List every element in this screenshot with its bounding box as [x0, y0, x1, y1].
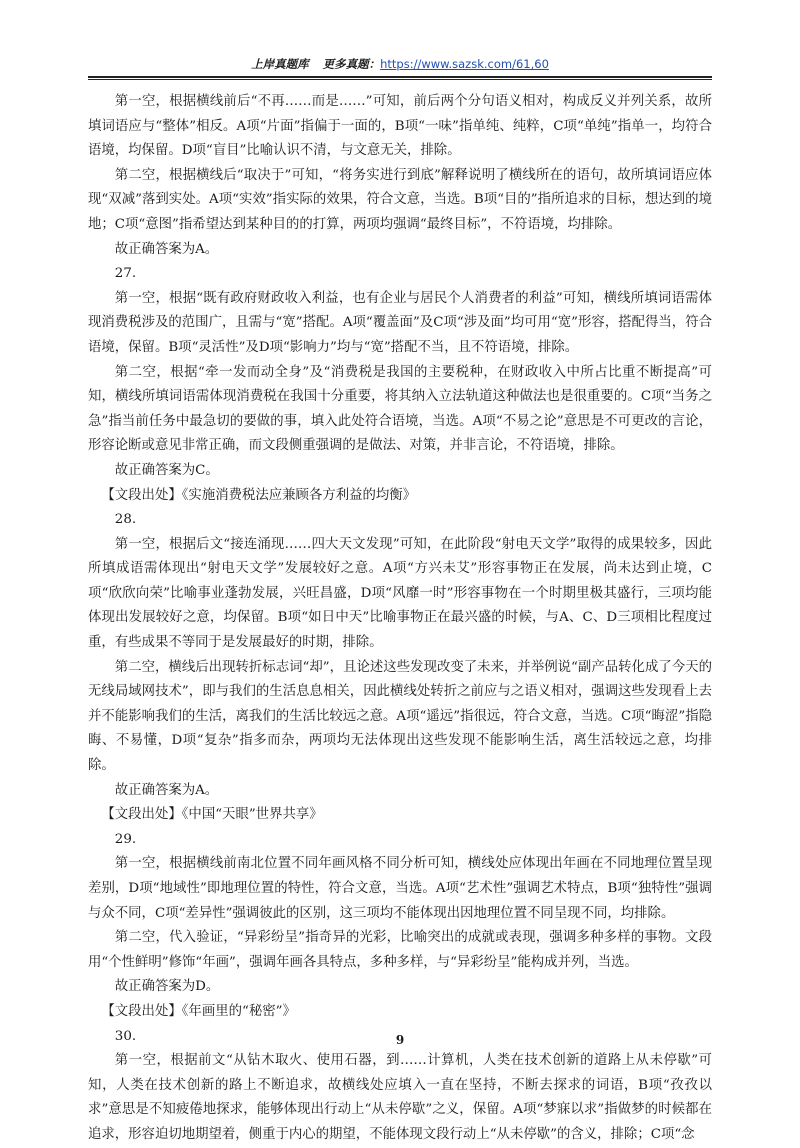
explanation-paragraph: 故正确答案为A。: [114, 241, 219, 257]
question-number: 28.: [114, 512, 137, 528]
explanation-paragraph: 第一空，根据前文“从钻木取火、使用石器，到……计算机，人类在技术创新的道路上从未停歇”可知，人类在技术创新的路上不断追求，故横线处应填入一直在坚持，不断去探求的词语，B项“孜孜以求”意思是不知疲倦地探求，能够体现出行动上“从未停歇”之义，保留。A项“梦寐以求”指做梦的时候都在追求，形容迫切地期望着，侧重于内心的期望，不能体现文段行动上“从未停歇”的含义，排除；C项“念: [88, 1053, 712, 1142]
header-url-link[interactable]: https://www.sazsk.com/61,60: [380, 57, 549, 71]
explanation-paragraph: 故正确答案为C。: [114, 462, 219, 478]
page-number: 9: [395, 1033, 405, 1047]
explanation-paragraph: 故正确答案为D。: [114, 979, 220, 995]
question-number: 27.: [114, 266, 137, 282]
explanation-paragraph: 第一空，根据横线前后“不再……而是……”可知，前后两个分句语义相对，构成反义并列关系，故所填词语应与“整体”相反。A项“片面”指偏于一面的，B项“一味”指单纯、纯粹，C项“单纯”指单一，均符合语境，均保留。D项“盲目”比喻认识不清，与文意无关，排除。: [88, 94, 712, 159]
page-header: [0, 56, 800, 72]
explanation-paragraph: 第二空，代入验证，“异彩纷呈”指奇异的光彩，比喻突出的成就或表现，强调多种多样的事物。文段用“个性鲜明”修饰“年画”，强调年画各具特点，多种多样，与“异彩纷呈”能构成并列，当选。: [88, 930, 712, 970]
source-citation: 【文段出处】《实施消费税法应兼顾各方利益的均衡》: [101, 487, 417, 503]
header-rule-thin: [88, 79, 712, 80]
answer-explanation-body: [88, 90, 712, 1148]
explanation-paragraph: 第二空，横线后出现转折标志词“却”，且论述这些发现改变了未来，并举例说“副产品转化成了今天的无线局域网技术”，即与我们的生活息息相关，因此横线处转折之前应与之语义相对，强调这些发现看上去并不能影响我们的生活，离我们的生活比较远之意。A项“遥远”指很远，符合文意，当选。C项“晦涩”指隐晦、不易懂，D项“复杂”指多而杂，两项均无法体现出这些发现不能影响生活，离生活较远之意，均排除。: [88, 659, 712, 774]
explanation-paragraph: 第一空，根据“既有政府财政收入利益，也有企业与居民个人消费者的利益”可知，横线所填词语需体现消费税涉及的范围广，且需与“宽”搭配。A项“覆盖面”及C项“涉及面”均可用“宽”形容，搭配得当，符合语境，保留。B项“灵活性”及D项“影响力”均与“宽”搭配不当，且不符语境，排除。: [88, 290, 712, 355]
explanation-paragraph: 第一空，根据后文“接连涌现……四大天文发现”可知，在此阶段“射电天文学”取得的成果较多，因此所填成语需体现出“射电天文学”发展较好之意。A项“方兴未艾”形容事物正在发展，尚未达到止境，C项“欣欣向荣”比喻事业蓬勃发展，兴旺昌盛，D项“风靡一时”形容事物在一个时期里极其盛行，三项均能体现出发展较好之意，均保留。B项“如日中天”比喻事物正在最兴盛的时候，与A、C、D三项相比程度过重，有些成果不等同于是发展最好的时期，排除。: [88, 536, 712, 651]
source-citation: 【文段出处】《年画里的“秘密”》: [101, 1003, 296, 1019]
header-rule: [88, 76, 712, 78]
explanation-paragraph: 故正确答案为A。: [114, 782, 219, 798]
source-citation: 【文段出处】《中国“天眼”世界共享》: [101, 807, 323, 823]
header-more-label: 更多真题：: [322, 57, 381, 71]
explanation-paragraph: 第二空，根据“牵一发而动全身”及“消费税是我国的主要税种，在财政收入中所占比重不断提高”可知，横线所填词语需体现消费税在我国十分重要，将其纳入立法轨道这种做法也是很重要的。C项“当务之急”指当前任务中最急切的要做的事，填入此处符合语境，当选。A项“不易之论”意思是不可更改的言论，形容论断或意见非常正确，而文段侧重强调的是做法、对策，并非言论，不符语境，排除。: [88, 364, 712, 454]
question-number: 30.: [114, 1028, 137, 1044]
header-brand: 上岸真题库: [251, 57, 309, 71]
explanation-paragraph: 第一空，根据横线前南北位置不同年画风格不同分析可知，横线处应体现出年画在不同地理位置呈现差别，D项“地域性”即地理位置的特性，符合文意，当选。A项“艺术性”强调艺术特点，B项“独特性”强调与众不同，C项“差异性”强调彼此的区别，这三项均不能体现出因地理位置不同呈现不同，均排除。: [88, 856, 712, 921]
question-number: 29.: [114, 831, 137, 847]
explanation-paragraph: 第二空，根据横线后“取决于”可知，“将务实进行到底”解释说明了横线所在的语句，故所填词语应体现“双减”落到实处。A项“实效”指实际的效果，符合文意，当选。B项“目的”指所追求的目标，想达到的境地；C项“意图”指希望达到某种目的的打算，两项均强调“最终目标”，不符语境，均排除。: [88, 167, 712, 232]
